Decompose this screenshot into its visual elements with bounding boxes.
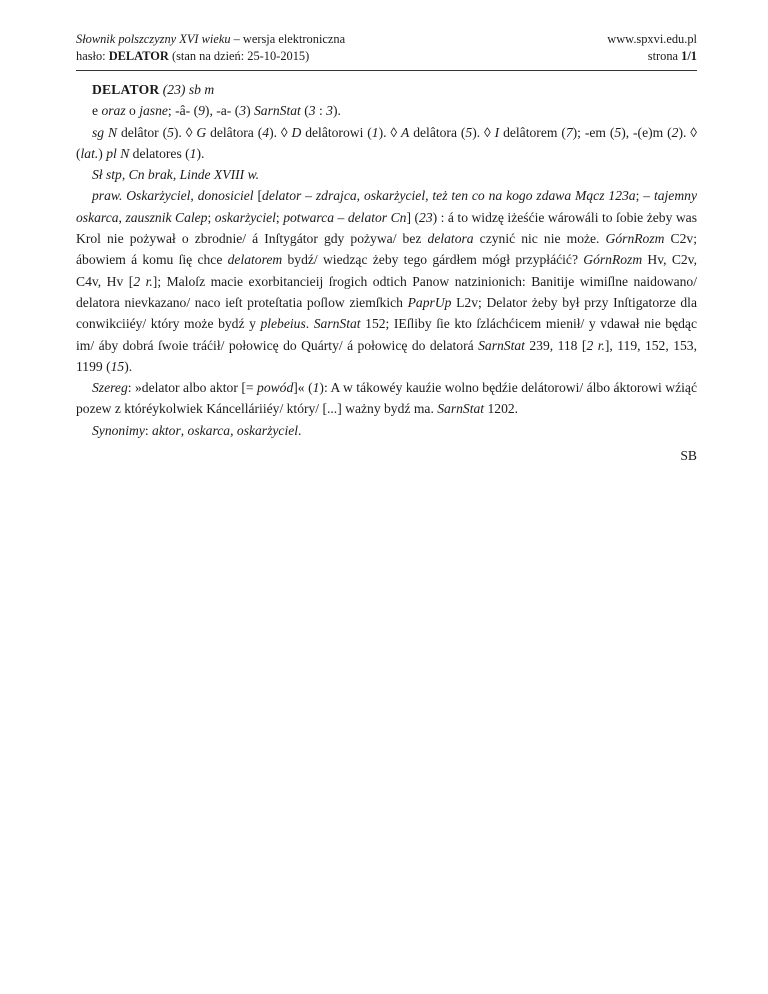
page-label: strona bbox=[647, 49, 682, 63]
italic-run: 3 bbox=[308, 103, 316, 119]
italic-run: delator – zdrajca bbox=[262, 188, 357, 204]
italic-run: oskarżyciel bbox=[236, 422, 299, 438]
text-run: ; – bbox=[635, 188, 654, 204]
italic-run: Szereg bbox=[92, 380, 128, 396]
italic-run: 23 bbox=[419, 209, 433, 225]
italic-run: delatorem bbox=[227, 252, 283, 268]
text-run: . bbox=[298, 422, 302, 438]
text-run: delatores ( bbox=[129, 145, 190, 161]
italic-run: lat. bbox=[80, 145, 99, 161]
text-run: ; -â- ( bbox=[167, 103, 199, 119]
text-run: : bbox=[144, 422, 153, 438]
italic-run: zausznik Calep bbox=[125, 209, 208, 225]
text-run: ). bbox=[332, 103, 341, 119]
italic-run: Sł stp bbox=[92, 167, 122, 183]
italic-run: I bbox=[494, 124, 500, 140]
text-run: , bbox=[121, 167, 129, 183]
text-run: ; bbox=[207, 209, 215, 225]
italic-run: pl N bbox=[106, 145, 130, 161]
italic-run: SarnStat bbox=[313, 316, 361, 332]
text-run: delâtorowi ( bbox=[301, 124, 372, 140]
italic-run: A bbox=[401, 124, 410, 140]
header-divider bbox=[76, 70, 697, 71]
dictionary-line bbox=[76, 31, 345, 48]
text-run: ; bbox=[275, 209, 284, 225]
italic-run: 3 bbox=[326, 103, 333, 119]
italic-run: 2 r. bbox=[133, 273, 153, 289]
italic-run: 1 bbox=[189, 145, 197, 161]
italic-run: plebeius bbox=[260, 316, 306, 332]
text-run: ). bbox=[124, 358, 133, 374]
italic-run: oraz bbox=[101, 103, 126, 119]
entry-word: DELATOR bbox=[108, 49, 169, 63]
text-run: . bbox=[305, 316, 314, 332]
text-run: ( bbox=[300, 103, 309, 119]
italic-run: oskarżyciel bbox=[214, 209, 276, 225]
headword: DELATOR bbox=[92, 82, 160, 97]
text-run: ) bbox=[246, 103, 254, 119]
italic-run: aktor bbox=[152, 422, 181, 438]
italic-run: 9 bbox=[198, 103, 205, 119]
italic-run: SarnStat bbox=[478, 337, 525, 353]
text-run: delâtora ( bbox=[206, 124, 263, 140]
italic-run: GórnRozm bbox=[583, 252, 643, 268]
italic-run: GórnRozm bbox=[605, 231, 665, 247]
header-right bbox=[607, 31, 697, 65]
synonyms-paragraph bbox=[76, 420, 697, 441]
text-run: ) bbox=[98, 145, 107, 161]
text-run: ); -em ( bbox=[572, 124, 615, 140]
italic-run: delatora bbox=[427, 231, 474, 247]
phrase-paragraph bbox=[76, 377, 697, 420]
text-run: ): A w tákowéy kauźie wolno będźie delátorowi/ álbo áktorowi wźiąć pozew z któréykolwiek Káncelláriiéy/ który/ [...] ważny bydź ma. bbox=[76, 380, 697, 417]
page-header bbox=[76, 31, 697, 69]
site-url[interactable]: www.spxvi.edu.pl bbox=[607, 32, 697, 46]
italic-run: 2 bbox=[671, 124, 679, 140]
page-indicator bbox=[607, 48, 697, 65]
text-run: ). ◊ bbox=[173, 124, 197, 140]
text-run: Hv, C2v, C4v, Hv [ bbox=[76, 252, 697, 289]
text-run: delâtorem ( bbox=[499, 124, 566, 140]
italic-run: tajemny oskarca bbox=[76, 188, 697, 225]
italic-run: D bbox=[291, 124, 302, 140]
state-date: (stan na dzień: 25-10-2015) bbox=[168, 49, 310, 63]
text-run: ). ◊ bbox=[472, 124, 495, 140]
italic-run: 1 bbox=[371, 124, 379, 140]
headword-line bbox=[76, 79, 697, 100]
italic-run: SarnStat bbox=[254, 103, 301, 119]
italic-run: potwarca – delator Cn bbox=[283, 209, 407, 225]
text-run: ). ◊ ( bbox=[76, 124, 697, 161]
text-run: , bbox=[230, 422, 237, 438]
dictionary-title: Słownik polszczyzny XVI wieku bbox=[76, 32, 231, 46]
text-run: , bbox=[190, 188, 198, 204]
text-run: ]; Maloſz macie exorbitancieij ſrogich odtich Panow natzinionich: Banitije wimiſlne naidowano/ delatora nievkazano/ naco ieſt proteſtatia poſlow ziemſkich bbox=[76, 273, 697, 310]
italic-run: sg N bbox=[92, 124, 118, 140]
italic-run: donosiciel bbox=[197, 188, 254, 204]
text-run: , bbox=[180, 422, 188, 438]
inflection-paragraph bbox=[76, 122, 697, 165]
text-run: o bbox=[125, 103, 140, 119]
text-run: 152; IEſliby ſie kto ſzláchćicem mienił/ y vdawał nie będąc im/ áby dobrá ſwoie tráćił/ połowicę do Quárty/ á połowicę do delatorá bbox=[76, 316, 697, 353]
text-run: czynić nic nie może. bbox=[473, 231, 606, 247]
text-run: delâtora ( bbox=[409, 124, 466, 140]
italic-run: Synonimy bbox=[92, 422, 145, 438]
text-run: , bbox=[356, 188, 364, 204]
text-run: ). bbox=[196, 145, 205, 161]
italic-run: 5 bbox=[614, 124, 622, 140]
header-left bbox=[76, 31, 345, 65]
orthography-paragraph bbox=[76, 100, 697, 121]
italic-run: Linde XVIII w. bbox=[179, 167, 260, 183]
italic-run: też ten co na kogo zdawa Mącz 123a bbox=[432, 188, 636, 204]
text-run: ), -a- ( bbox=[204, 103, 240, 119]
text-run: delâtor ( bbox=[117, 124, 168, 140]
italic-run: PaprUp bbox=[407, 294, 452, 310]
text-run: ], 119, 152, 153, 1199 ( bbox=[76, 337, 697, 374]
italic-run: 2 r. bbox=[586, 337, 605, 353]
italic-run: G bbox=[196, 124, 207, 140]
text-run: e bbox=[92, 103, 102, 119]
text-run: ), -(e)m ( bbox=[621, 124, 672, 140]
italic-run: oskarżyciel bbox=[363, 188, 426, 204]
entry-label: hasło: bbox=[76, 49, 109, 63]
italic-run: 1 bbox=[312, 380, 320, 396]
author-initials: SB bbox=[680, 448, 697, 464]
text-run: [ bbox=[253, 188, 263, 204]
entry-body bbox=[76, 79, 697, 466]
text-run: L2v; Delator żeby był przy Inſtigatorze dla conwikciiéy/ który może bydź y bbox=[76, 294, 697, 332]
text-run: : »delator albo aktor [= bbox=[127, 380, 258, 396]
occurrence-count: (23) bbox=[162, 82, 186, 97]
italic-run: oskarca bbox=[187, 422, 231, 438]
meaning-paragraph bbox=[76, 185, 697, 377]
text-run: ] ( bbox=[406, 209, 420, 225]
entry-line bbox=[76, 48, 345, 65]
text-run: ). ◊ bbox=[378, 124, 402, 140]
text-run: ) : á to widzę iżeśćie wárowáli to ſobie żeby was Krol nie pożywał o zbrodnie/ á Inſtygátor gdy pożywa/ bez bbox=[76, 209, 698, 247]
italic-run: 7 bbox=[565, 124, 573, 140]
italic-run: SarnStat bbox=[437, 401, 485, 417]
page-number: 1/1 bbox=[681, 49, 697, 63]
italic-run: 15 bbox=[110, 358, 125, 374]
part-of-speech: sb m bbox=[188, 82, 215, 97]
italic-run: 5 bbox=[167, 124, 174, 140]
italic-run: praw. Oskarżyciel bbox=[92, 188, 191, 204]
italic-run: 3 bbox=[239, 103, 247, 119]
text-run: C2v; ábowiem á komu ſię chce bbox=[76, 231, 697, 268]
author-signature bbox=[76, 445, 697, 466]
text-run: 239, 118 [ bbox=[524, 337, 587, 353]
italic-run: 4 bbox=[262, 124, 270, 140]
text-run: 1202. bbox=[484, 401, 519, 417]
text-run: , bbox=[118, 209, 126, 225]
italic-run: powód bbox=[257, 380, 294, 396]
text-run: : bbox=[315, 103, 327, 119]
text-run: ). ◊ bbox=[269, 124, 292, 140]
text-run: , bbox=[425, 188, 433, 204]
italic-run: jasne bbox=[139, 103, 168, 119]
text-run: ]« ( bbox=[293, 380, 313, 396]
sources-paragraph bbox=[76, 164, 697, 185]
text-run: , bbox=[172, 167, 180, 183]
italic-run: Cn brak bbox=[128, 167, 173, 183]
text-run: bydź/ wiedząc żeby tego gárdłem mógł przypłáćić? bbox=[282, 252, 584, 268]
italic-run: 5 bbox=[465, 124, 473, 140]
version-text: – wersja elektroniczna bbox=[230, 32, 346, 46]
